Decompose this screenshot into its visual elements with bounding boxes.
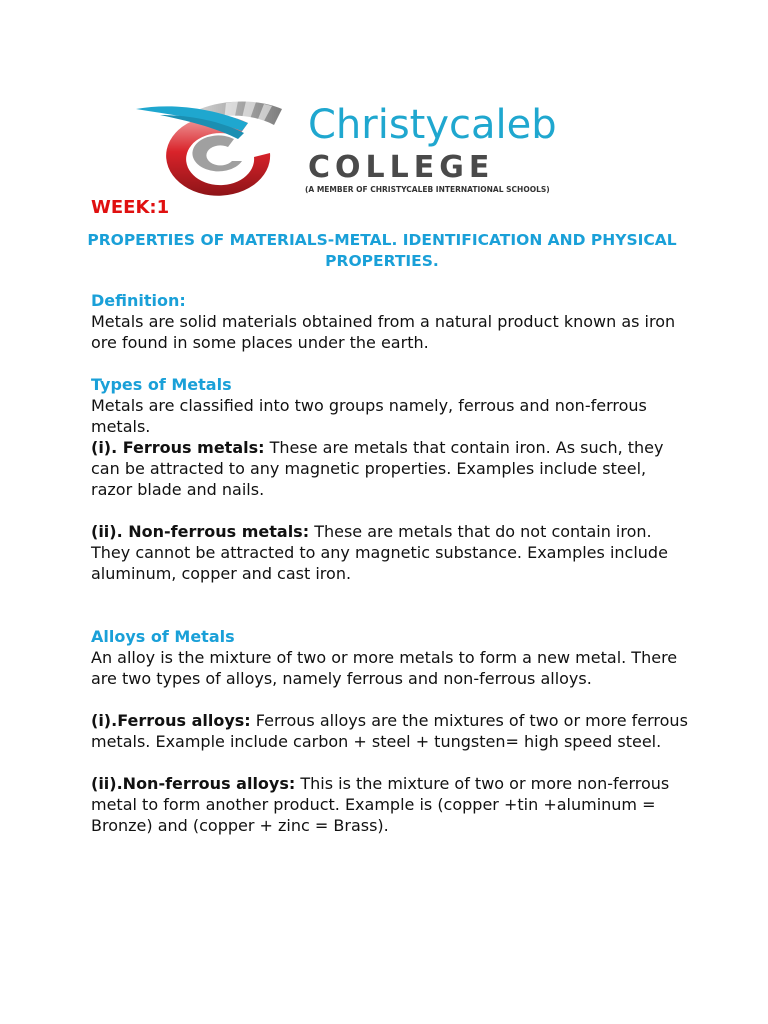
ferrous-metals-text: These are metals that contain iron. As such, they can be attracted to any magnetic properties. Examples include steel, razor blade and nails. [91,438,664,499]
definition-heading: Definition: [91,291,186,310]
document-body [87,196,691,836]
types-intro: Metals are classified into two groups namely, ferrous and non-ferrous metals. [91,396,647,436]
week-label: WEEK:1 [91,197,170,218]
types-heading: Types of Metals [91,375,232,394]
nonferrous-alloys-text: This is the mixture of two or more non-ferrous metal to form another product. Example is (copper +tin +aluminum = Bronze) and (copper + zinc = Brass). [91,774,670,835]
nonferrous-alloys-paragraph [91,773,691,836]
nonferrous-alloys-label: (ii).Non-ferrous alloys: [91,774,296,793]
brand-college: COLLEGE [308,150,495,185]
nonferrous-metals-paragraph [91,521,691,584]
alloys-intro: An alloy is the mixture of two or more metals to form a new metal. There are two types of alloys, namely ferrous and non-ferrous alloys. [91,648,678,688]
ferrous-alloys-label: (i).Ferrous alloys: [91,711,251,730]
alloys-heading: Alloys of Metals [91,627,235,646]
ferrous-alloys-text: Ferrous alloys are the mixtures of two or more ferrous metals. Example include carbon + steel + tungsten= high speed steel. [91,711,688,751]
definition-text: Metals are solid materials obtained from a natural product known as iron ore found in some places under the earth. [91,312,676,352]
college-logo [130,95,610,200]
ferrous-alloys-paragraph [91,710,691,752]
brand-name: Christycaleb [308,102,557,148]
document-title: PROPERTIES OF MATERIALS-METAL. IDENTIFICATION AND PHYSICAL PROPERTIES. [87,231,677,270]
nonferrous-metals-label: (ii). Non-ferrous metals: [91,522,310,541]
brand-member-line: (A MEMBER OF CHRISTYCALEB INTERNATIONAL SCHOOLS) [305,185,550,194]
ferrous-metals-paragraph [91,437,691,500]
ferrous-metals-label: (i). Ferrous metals: [91,438,265,457]
christycaleb-c-logo-icon [130,95,310,200]
nonferrous-metals-text: These are metals that do not contain iron. They cannot be attracted to any magnetic substance. Examples include aluminum, copper and cast iron. [91,522,668,583]
